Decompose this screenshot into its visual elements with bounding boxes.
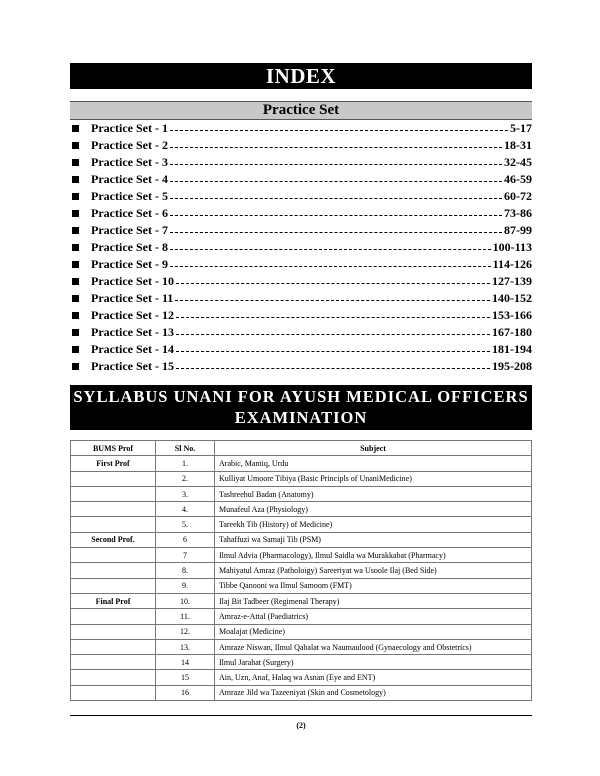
- practice-set-item: [72, 290, 532, 307]
- practice-set-label: Practice Set - 15: [91, 359, 174, 373]
- prof-cell: [71, 502, 156, 517]
- practice-set-label: Practice Set - 12: [91, 308, 174, 322]
- prof-cell: [71, 548, 156, 563]
- practice-set-label: Practice Set - 2: [91, 138, 168, 152]
- dotted-leader: [176, 333, 490, 335]
- subject-cell: Mahiyatul Amraz (Patholoigy) Sareeriyat wa Usoole Ilaj (Bed Side): [215, 563, 532, 578]
- prof-cell: [71, 517, 156, 532]
- practice-set-pages: 5-17: [510, 121, 532, 135]
- practice-set-item: [72, 205, 532, 222]
- square-bullet-icon: [72, 278, 79, 285]
- practice-set-item: [72, 188, 532, 205]
- practice-set-pages: 100-113: [492, 240, 532, 254]
- subject-cell: Munafeul Aza (Physiology): [215, 502, 532, 517]
- sl-cell: 2.: [156, 471, 215, 486]
- practice-set-pages: 127-139: [492, 274, 532, 288]
- sl-cell: 4.: [156, 502, 215, 517]
- dotted-leader: [170, 265, 491, 267]
- table-row: [71, 471, 532, 486]
- square-bullet-icon: [72, 312, 79, 319]
- practice-set-label: Practice Set - 1: [91, 121, 168, 135]
- table-row: [71, 563, 532, 578]
- practice-set-label: Practice Set - 7: [91, 223, 168, 237]
- practice-set-item: [72, 239, 532, 256]
- subject-cell: Kulliyat Umoore Tibiya (Basic Principls of UnaniMedicine): [215, 471, 532, 486]
- practice-set-label: Practice Set - 6: [91, 206, 168, 220]
- column-header-prof: BUMS Prof: [71, 441, 156, 456]
- practice-set-pages: 195-208: [492, 359, 532, 373]
- practice-set-pages: 181-194: [492, 342, 532, 356]
- prof-cell: [71, 624, 156, 639]
- practice-set-label: Practice Set - 5: [91, 189, 168, 203]
- practice-set-pages: 18-31: [504, 138, 532, 152]
- table-row: [71, 670, 532, 685]
- practice-set-pages: 46-59: [504, 172, 532, 186]
- practice-set-item: [72, 120, 532, 137]
- practice-set-item: [72, 358, 532, 375]
- subject-cell: Tahaffuzi wa Samaji Tib (PSM): [215, 532, 532, 547]
- practice-set-label: Practice Set - 9: [91, 257, 168, 271]
- practice-set-item: [72, 171, 532, 188]
- syllabus-table: [70, 440, 532, 701]
- prof-cell: [71, 639, 156, 654]
- square-bullet-icon: [72, 142, 79, 149]
- subject-cell: Tashreehul Badan (Anatomy): [215, 486, 532, 501]
- column-header-subject: Subject: [215, 441, 532, 456]
- practice-set-pages: 87-99: [504, 223, 532, 237]
- page-number: (2): [296, 721, 306, 730]
- dotted-leader: [176, 350, 490, 352]
- syllabus-title-line: EXAMINATION: [234, 408, 368, 427]
- subject-cell: Amraze Niswan, Ilmul Qabalat wa Naumaulood (Gynaecology and Obstetrics): [215, 639, 532, 654]
- sl-cell: 12.: [156, 624, 215, 639]
- practice-set-pages: 140-152: [492, 291, 532, 305]
- table-row: [71, 639, 532, 654]
- table-row: [71, 685, 532, 700]
- practice-set-pages: 153-166: [492, 308, 532, 322]
- subject-cell: Amraz-e-Attal (Paediatrics): [215, 609, 532, 624]
- sl-cell: 1.: [156, 456, 215, 471]
- practice-set-header: Practice Set: [70, 101, 532, 120]
- sl-cell: 9.: [156, 578, 215, 593]
- sl-cell: 15: [156, 670, 215, 685]
- square-bullet-icon: [72, 363, 79, 370]
- practice-set-pages: 73-86: [504, 206, 532, 220]
- table-row: [71, 609, 532, 624]
- table-row: [71, 548, 532, 563]
- practice-set-label: Practice Set - 4: [91, 172, 168, 186]
- practice-set-pages: 114-126: [492, 257, 532, 271]
- syllabus-title-line: SYLLABUS UNANI FOR AYUSH MEDICAL OFFICERS: [73, 387, 529, 406]
- sl-cell: 7: [156, 548, 215, 563]
- sl-cell: 6: [156, 532, 215, 547]
- dotted-leader: [170, 180, 502, 182]
- prof-cell: [71, 578, 156, 593]
- square-bullet-icon: [72, 329, 79, 336]
- subject-cell: Tareekh Tib (History) of Medicine): [215, 517, 532, 532]
- syllabus-title: [70, 385, 532, 430]
- dotted-leader: [176, 316, 490, 318]
- subject-cell: Ilaj Bit Tadbeer (Regimenal Therapy): [215, 593, 532, 608]
- square-bullet-icon: [72, 125, 79, 132]
- sl-cell: 14: [156, 655, 215, 670]
- square-bullet-icon: [72, 210, 79, 217]
- practice-set-label: Practice Set - 3: [91, 155, 168, 169]
- dotted-leader: [170, 248, 491, 250]
- prof-cell: [71, 563, 156, 578]
- prof-cell: Second Prof.: [71, 532, 156, 547]
- practice-set-list: [72, 120, 532, 375]
- practice-set-label: Practice Set - 8: [91, 240, 168, 254]
- practice-set-pages: 167-180: [492, 325, 532, 339]
- prof-cell: [71, 685, 156, 700]
- table-row: [71, 655, 532, 670]
- prof-cell: [71, 486, 156, 501]
- subject-cell: Arabic, Mantiq, Urdu: [215, 456, 532, 471]
- square-bullet-icon: [72, 227, 79, 234]
- sl-cell: 10.: [156, 593, 215, 608]
- square-bullet-icon: [72, 193, 79, 200]
- prof-cell: Final Prof: [71, 593, 156, 608]
- subject-cell: Ilmul Jarahat (Surgery): [215, 655, 532, 670]
- practice-set-item: [72, 154, 532, 171]
- practice-set-item: [72, 341, 532, 358]
- square-bullet-icon: [72, 346, 79, 353]
- prof-cell: First Prof: [71, 456, 156, 471]
- table-row: [71, 593, 532, 608]
- practice-set-item: [72, 324, 532, 341]
- sl-cell: 16: [156, 685, 215, 700]
- table-row: [71, 456, 532, 471]
- dotted-leader: [176, 282, 490, 284]
- practice-set-item: [72, 256, 532, 273]
- prof-cell: [71, 609, 156, 624]
- practice-set-item: [72, 307, 532, 324]
- table-row: [71, 486, 532, 501]
- subject-cell: Amraze Jild wa Tazeeniyat (Skin and Cosmetology): [215, 685, 532, 700]
- square-bullet-icon: [72, 244, 79, 251]
- index-title: INDEX: [70, 63, 532, 89]
- sl-cell: 13.: [156, 639, 215, 654]
- practice-set-pages: 60-72: [504, 189, 532, 203]
- subject-cell: Moalajat (Medicine): [215, 624, 532, 639]
- practice-set-item: [72, 273, 532, 290]
- practice-set-label: Practice Set - 11: [91, 291, 174, 305]
- prof-cell: [71, 471, 156, 486]
- dotted-leader: [170, 197, 502, 199]
- table-header-row: [71, 441, 532, 456]
- sl-cell: 5.: [156, 517, 215, 532]
- subject-cell: Ilmul Advia (Pharmacology), Ilmul Saidla wa Murakkabat (Pharmacy): [215, 548, 532, 563]
- table-row: [71, 517, 532, 532]
- dotted-leader: [170, 163, 502, 165]
- square-bullet-icon: [72, 295, 79, 302]
- practice-set-item: [72, 222, 532, 239]
- prof-cell: [71, 670, 156, 685]
- dotted-leader: [170, 214, 502, 216]
- sl-cell: 8.: [156, 563, 215, 578]
- dotted-leader: [176, 367, 490, 369]
- square-bullet-icon: [72, 261, 79, 268]
- prof-cell: [71, 655, 156, 670]
- dotted-leader: [170, 129, 508, 131]
- square-bullet-icon: [72, 159, 79, 166]
- table-row: [71, 578, 532, 593]
- dotted-leader: [170, 231, 502, 233]
- dotted-leader: [170, 146, 502, 148]
- column-header-sl: Sl No.: [156, 441, 215, 456]
- practice-set-label: Practice Set - 10: [91, 274, 174, 288]
- dotted-leader: [175, 299, 490, 301]
- footer-divider: [70, 715, 532, 716]
- practice-set-label: Practice Set - 13: [91, 325, 174, 339]
- practice-set-label: Practice Set - 14: [91, 342, 174, 356]
- practice-set-pages: 32-45: [504, 155, 532, 169]
- square-bullet-icon: [72, 176, 79, 183]
- practice-set-item: [72, 137, 532, 154]
- table-row: [71, 502, 532, 517]
- sl-cell: 3.: [156, 486, 215, 501]
- subject-cell: Tibbe Qanooni wa Ilmul Samoom (FMT): [215, 578, 532, 593]
- subject-cell: Ain, Uzn, Anaf, Halaq wa Asnan (Eye and ENT): [215, 670, 532, 685]
- sl-cell: 11.: [156, 609, 215, 624]
- table-row: [71, 624, 532, 639]
- table-row: [71, 532, 532, 547]
